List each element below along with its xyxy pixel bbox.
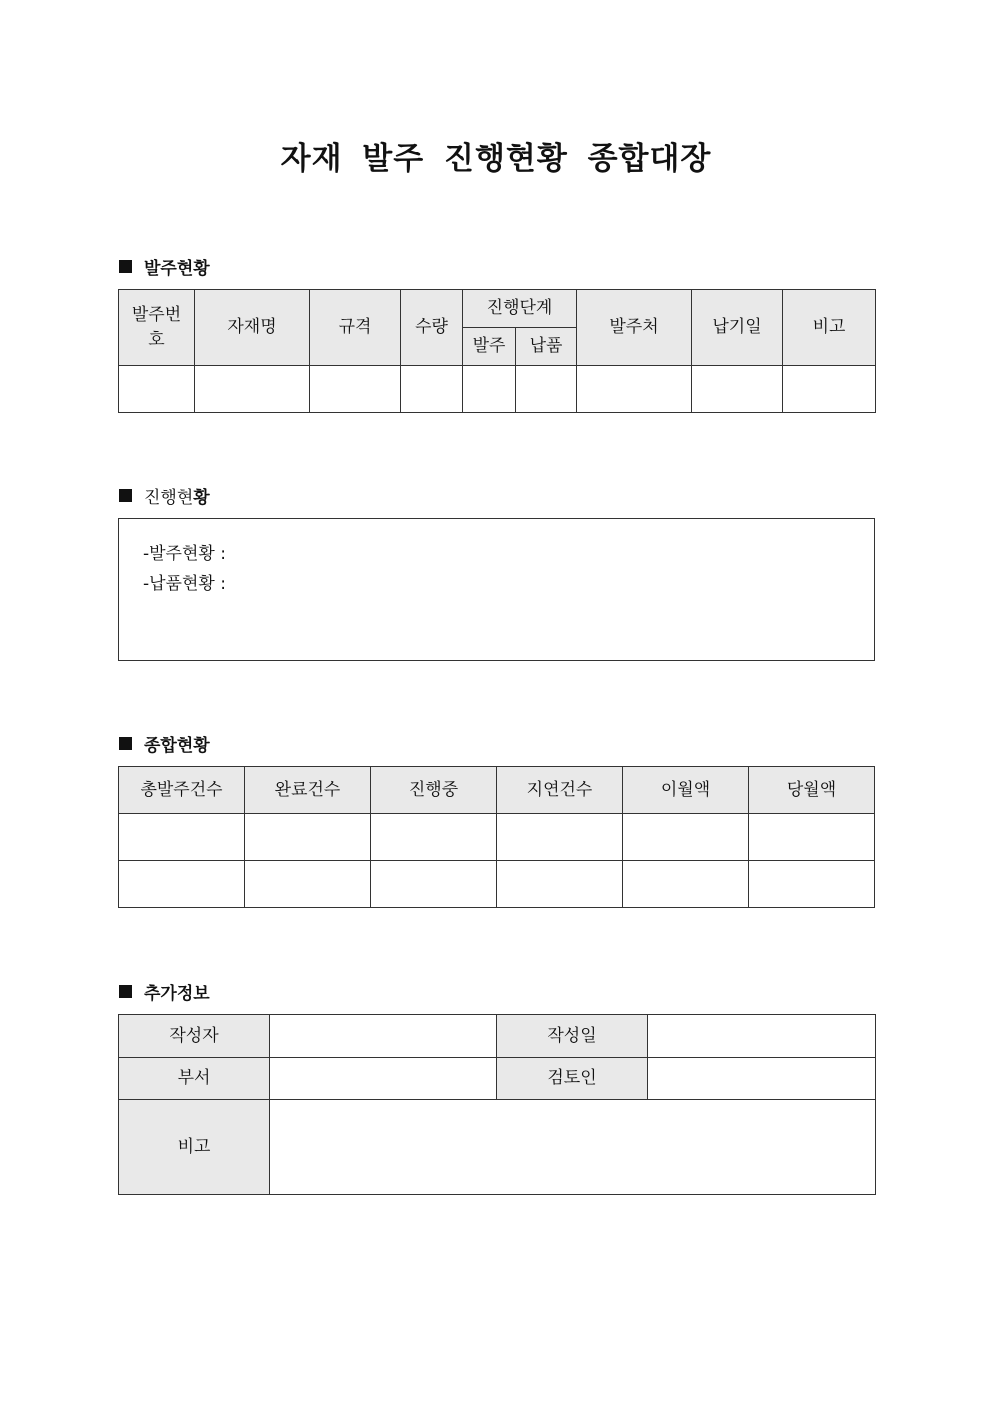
section-heading-summary [119,731,210,756]
table-row [119,814,875,861]
extra-info-table [118,1014,876,1195]
table-row [119,861,875,908]
label-note: 비고 [119,1100,270,1195]
summary-cell[interactable] [497,861,623,908]
header-spec: 규격 [310,290,401,366]
note-field[interactable] [270,1100,876,1195]
progress-box[interactable] [118,518,875,661]
square-bullet-icon [119,260,132,273]
order-table [118,289,876,413]
square-bullet-icon [119,737,132,750]
section-heading-order [119,254,210,279]
author-field[interactable] [270,1015,497,1058]
summary-table [118,766,875,908]
header-qty: 수량 [401,290,463,366]
written-date-field[interactable] [648,1015,876,1058]
header-month-amount: 당월액 [749,767,875,814]
cell-material[interactable] [195,366,310,413]
cell-stage-order[interactable] [463,366,516,413]
page-title: 자재 발주 진행현황 종합대장 [280,141,712,177]
summary-cell[interactable] [497,814,623,861]
square-bullet-icon [119,489,132,502]
header-stage-delivery: 납품 [516,328,577,366]
header-due-date: 납기일 [692,290,783,366]
section-title: 종합현황 [144,736,210,756]
section-heading-progress [119,483,210,508]
reviewer-field[interactable] [648,1058,876,1100]
header-delayed: 지연건수 [497,767,623,814]
header-stage-order: 발주 [463,328,516,366]
header-total-orders: 총발주건수 [119,767,245,814]
department-field[interactable] [270,1058,497,1100]
summary-cell[interactable] [749,861,875,908]
label-reviewer: 검토인 [497,1058,648,1100]
cell-stage-delivery[interactable] [516,366,577,413]
summary-cell[interactable] [623,814,749,861]
summary-cell[interactable] [623,861,749,908]
section-title-part: 진행현 [144,488,194,508]
summary-cell[interactable] [245,814,371,861]
header-note: 비고 [783,290,876,366]
section-title: 발주현황 [144,259,210,279]
header-completed: 완료건수 [245,767,371,814]
progress-order-line: -발주현황 : [143,544,226,564]
header-carryover-amount: 이월액 [623,767,749,814]
summary-cell[interactable] [119,861,245,908]
summary-cell[interactable] [119,814,245,861]
label-department: 부서 [119,1058,270,1100]
cell-due-date[interactable] [692,366,783,413]
cell-supplier[interactable] [577,366,692,413]
square-bullet-icon [119,985,132,998]
cell-note[interactable] [783,366,876,413]
label-author: 작성자 [119,1015,270,1058]
header-material: 자재명 [195,290,310,366]
summary-cell[interactable] [371,814,497,861]
section-title: 추가정보 [144,984,210,1004]
header-stage: 진행단계 [463,290,577,328]
header-in-progress: 진행중 [371,767,497,814]
label-written-date: 작성일 [497,1015,648,1058]
cell-qty[interactable] [401,366,463,413]
section-title-part-bold: 황 [193,488,210,508]
section-heading-extra [119,979,210,1004]
header-supplier: 발주처 [577,290,692,366]
header-order-no: 발주번호 [119,290,195,366]
summary-cell[interactable] [245,861,371,908]
progress-delivery-line: -납품현황 : [143,574,226,594]
cell-order-no[interactable] [119,366,195,413]
cell-spec[interactable] [310,366,401,413]
table-row [119,366,876,413]
summary-cell[interactable] [371,861,497,908]
summary-cell[interactable] [749,814,875,861]
